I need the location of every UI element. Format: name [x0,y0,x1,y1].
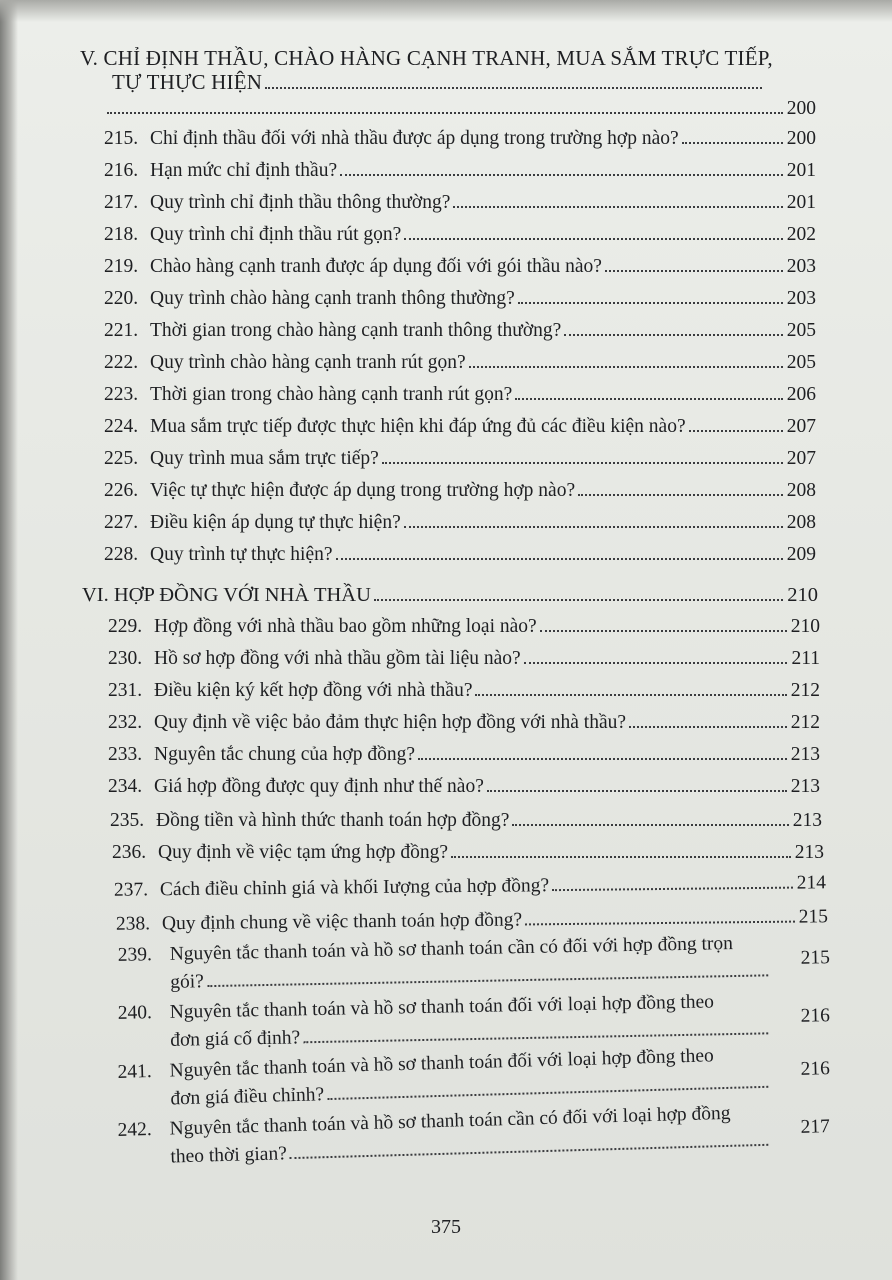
entry-number: 228. [104,544,139,565]
entry-text-line2: đơn giá điều chỉnh? [170,1084,325,1110]
entry-page: 210 [790,616,820,637]
entry-number: 218. [104,224,139,245]
entry-page: 201 [786,160,816,181]
entry-page: 215 [800,947,831,969]
entry-page: 212 [790,712,820,733]
dot-leader [453,206,782,208]
dot-leader [336,558,783,560]
entry-page: 215 [798,906,829,928]
toc-entry [104,128,816,154]
entry-page: 200 [786,128,816,149]
dot-leader [629,726,787,728]
dot-leader [524,662,788,664]
toc-entry [108,712,820,738]
entry-text: Quy trình chỉ định thầu rút gọn? [150,224,402,245]
entry-text-line1: Nguyên tắc thanh toán và hồ sơ thanh toán cần có đối với hợp đồng trọn [169,933,734,965]
entry-number: 229. [108,616,143,637]
entry-number: 233. [108,744,143,765]
entry-text: Cách điều chỉnh giá và khối Iượng của hợp đồng? [159,875,550,901]
entry-page: 213 [794,842,824,863]
entry-text: Giá hợp đồng được quy định như thế nào? [154,776,484,797]
entry-page: 212 [790,680,820,701]
toc-entry [108,776,820,802]
entry-number: 236. [112,842,147,863]
toc-entry [108,744,820,770]
entry-page: 213 [790,744,820,765]
dot-leader [605,270,783,272]
entry-page: 213 [792,810,822,831]
entry-text: Quy định về việc tạm ứng hợp đồng? [158,842,449,863]
entry-number: 223. [104,384,139,405]
dot-leader [515,398,782,400]
entry-page: 205 [786,320,816,341]
entry-text: Điều kiện áp dụng tự thực hiện? [150,512,401,533]
dot-leader [540,630,787,632]
dot-leader [290,1144,768,1159]
section-heading-v [80,46,822,94]
dot-leader [475,694,786,696]
entry-number: 225. [104,448,139,469]
entry-number: 219. [104,256,139,277]
entry-number: 241. [117,1060,153,1083]
toc-entry [104,480,816,506]
entry-number: 234. [108,776,143,797]
entry-page: 214 [796,872,827,894]
toc-entry [112,842,824,868]
entry-number: 216. [104,160,139,181]
entry-text: Hồ sơ hợp đồng với nhà thầu gồm tài liệu nào? [154,648,521,669]
entry-number: 235. [110,810,145,831]
dot-leader [487,790,787,792]
toc-entry [104,224,816,250]
dot-leader [327,1086,768,1100]
entry-page: 206 [786,384,816,405]
entry-page: 207 [786,416,816,437]
page-binding-shadow [0,0,18,1280]
entry-text: Quy định về việc bảo đảm thực hiện hợp đồng với nhà thầu? [154,712,626,733]
entry-page: 202 [786,224,816,245]
entry-number: 240. [117,1002,153,1024]
entry-number: 230. [108,648,143,669]
entry-text: Quy trình chào hàng cạnh tranh thông thường? [150,288,515,309]
toc-entry [104,160,816,186]
entry-number: 227. [104,512,139,533]
entry-number: 215. [104,128,139,149]
dot-leader [525,921,795,926]
dot-leader [207,974,768,987]
entry-page: 211 [791,648,820,669]
entry-page: 216 [800,1005,831,1027]
entry-text-line1: Nguyên tắc thanh toán và hồ sơ thanh toán đối với loại hợp đồng theo [169,1045,715,1082]
dot-leader [340,174,783,176]
entry-text-line2: gói? [170,971,205,993]
entry-page: 203 [786,288,816,309]
entry-text: Đồng tiền và hình thức thanh toán hợp đồng? [156,810,510,831]
entry-number: 242. [117,1118,153,1141]
toc-entry [104,256,816,282]
entry-number: 222. [104,352,139,373]
dot-leader [451,856,791,858]
entry-text: Điều kiện ký kết hợp đồng với nhà thầu? [154,680,473,701]
entry-page: 213 [790,776,820,797]
entry-text: Quy định chung về việc thanh toán hợp đồng? [161,909,523,935]
entry-number: 217. [104,192,139,213]
entry-text: Quy trình chỉ định thầu thông thường? [150,192,451,213]
toc-entry [104,416,816,442]
dot-leader [689,430,783,432]
entry-text-line2: đơn giá cố định? [170,1027,301,1051]
dot-leader [303,1032,768,1043]
entry-page: 205 [786,352,816,373]
dot-leader [107,112,783,114]
entry-text: Quy trình chào hàng cạnh tranh rút gọn? [150,352,466,373]
dot-leader [382,462,783,464]
dot-leader [518,302,783,304]
entry-page: 217 [800,1116,831,1138]
dot-leader [374,599,783,601]
page-number: 375 [431,1216,461,1238]
toc-entry [108,680,820,706]
entry-page: 203 [786,256,816,277]
page-top-shadow [0,0,892,22]
toc-entry [104,512,816,538]
entry-page: 216 [800,1058,831,1080]
entry-number: 220. [104,288,139,309]
entry-page: 209 [786,544,816,565]
section-title: VI. HỢP ĐỒNG VỚI NHÀ THẦU [82,584,371,606]
dot-leader [578,494,783,496]
section-page-row [104,98,816,124]
toc-entry [104,192,816,218]
toc-entry [104,352,816,378]
entry-text: Mua sắm trực tiếp được thực hiện khi đáp ứng đủ các điều kiện nào? [150,416,686,437]
entry-text: Quy trình tự thực hiện? [150,544,333,565]
entry-text-line2: theo thời gian? [170,1143,288,1168]
entry-text-line1: Nguyên tắc thanh toán và hồ sơ thanh toán đối với loại hợp đồng theo [169,991,715,1023]
dot-leader [552,887,793,892]
dot-leader [404,238,782,240]
entry-number: 226. [104,480,139,501]
entry-number: 238. [115,913,151,935]
dot-leader [512,824,788,826]
toc-entry [108,648,820,674]
dot-leader [265,87,762,89]
entry-number: 237. [113,879,149,901]
entry-text: Quy trình mua sắm trực tiếp? [150,448,379,469]
entry-page: 208 [786,512,816,533]
entry-text: Thời gian trong chào hàng cạnh tranh thông thường? [150,320,562,341]
section-title-line2-row [80,70,822,94]
dot-leader [404,526,783,528]
toc-entry [104,384,816,410]
section-page-number: 200 [786,98,816,119]
entry-number: 224. [104,416,139,437]
toc-entry [104,544,816,570]
toc-entry [104,288,816,314]
entry-page: 201 [786,192,816,213]
dot-leader [418,758,787,760]
entry-text: Việc tự thực hiện được áp dụng trong trường hợp nào? [150,480,576,501]
toc-entry [108,616,820,642]
entry-text: Thời gian trong chào hàng cạnh tranh rút gọn? [150,384,513,405]
entry-number: 232. [108,712,143,733]
entry-text-line1: Nguyên tắc thanh toán và hồ sơ thanh toán cần có đối với loại hợp đồng [169,1102,731,1140]
dot-leader [564,334,782,336]
section-title-line1: V. CHỈ ĐỊNH THẦU, CHÀO HÀNG CẠNH TRANH, MUA SẮM TRỰC TIẾP, [80,46,773,70]
section-title-line2: TỰ THỰC HIỆN [112,70,263,94]
entry-line2 [170,959,830,994]
toc-entry [104,320,816,346]
entry-page: 208 [786,480,816,501]
entry-page: 207 [786,448,816,469]
toc-entry [104,448,816,474]
entry-text: Chào hàng cạnh tranh được áp dụng đối với gói thầu nào? [150,256,602,277]
entry-text: Nguyên tắc chung của hợp đồng? [154,744,416,765]
entry-text: Hợp đồng với nhà thầu bao gồm những loại nào? [154,616,537,637]
toc-entry [114,872,826,905]
entry-number: 239. [117,944,153,966]
entry-number: 221. [104,320,139,341]
toc-entry [110,810,822,836]
entry-number: 231. [108,680,143,701]
section-heading-vi [82,584,818,610]
entry-text: Chỉ định thầu đối với nhà thầu được áp dụng trong trường hợp nào? [150,128,679,149]
dot-leader [682,142,783,144]
entry-text: Hạn mức chỉ định thầu? [150,160,338,181]
section-page-number: 210 [787,584,818,606]
dot-leader [469,366,783,368]
